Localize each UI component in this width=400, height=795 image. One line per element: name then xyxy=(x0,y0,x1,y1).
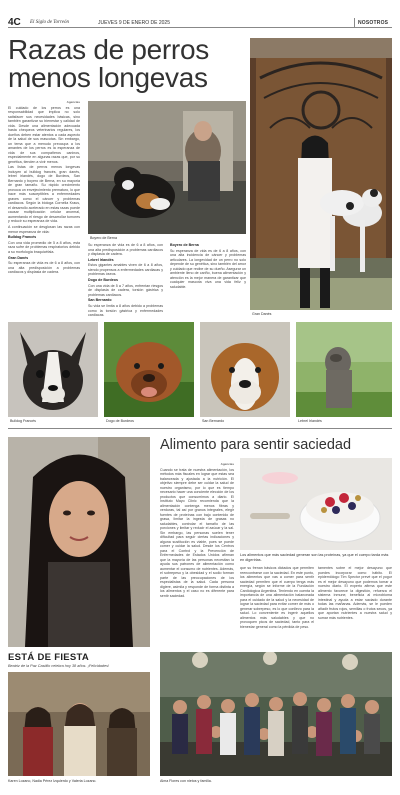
social-title: ESTÁ DE FIESTA xyxy=(8,652,90,663)
breed-text: Con una vida de 5 a 7 años, enfrentan riesgos de displasia de cadera, torsión gástrica y problemas cardiacos. xyxy=(88,283,163,297)
photo-group-women xyxy=(8,672,150,776)
caption-dogo: Dogo de Burdeos xyxy=(106,419,134,423)
breed-heading: Dogo de Burdeos xyxy=(88,278,118,283)
byline: Agencias xyxy=(220,462,234,466)
header-rule xyxy=(8,27,392,28)
breed-heading: Boyero de Berna xyxy=(170,243,199,247)
photo-yogurt-bowl xyxy=(240,458,392,550)
article-title xyxy=(8,36,248,92)
section-divider xyxy=(8,428,392,429)
title-line-1: Razas de perros xyxy=(8,34,209,65)
breed-heading: Gran Danés xyxy=(8,255,29,260)
article2-text-3: tamentes sobre el mejor desayuno que puedes incorporar como hábito. El epidemiólogo Tim Spector prevé que el yogur es el mejor desayuno que podemos tomar a nuestro diario. El experto afirma que este alimento favorece la digestión, refuerza el sistema inmune, beneficia al microbioma intestinal y ayuda a estar saciado durante todas las mañanas. Además, se le pueden añadir frutos rojos, semillas o frutos secos, ya que aportan nutrientes a nuestra salud y sumar más nutrientes. xyxy=(318,566,392,620)
article1-column-2 xyxy=(88,243,163,323)
breed-2-continued: Su esperanza de vida es de 6 a 8 años, con una alta predisposición a problemas cardiacos y displasia de cadera. xyxy=(88,243,163,256)
article2-column-3 xyxy=(318,566,392,648)
caption-group-women: Karen Lozano, Nadia Pérez Izquierdo y Valeria Lozano. xyxy=(8,779,97,783)
breed-heading: Bulldog Francés xyxy=(8,235,37,240)
photo-birthday-portrait xyxy=(8,437,150,647)
photo-san-bernardo xyxy=(200,322,290,417)
breed-heading: Lebrel Irlandés xyxy=(88,257,114,262)
photo-dogo-de-burdeos xyxy=(104,322,194,417)
caption-lebrel: Lebrel Irlandés xyxy=(298,419,322,423)
breed-text: Su esperanza de vida es de 6 a 8 años, con una alta incidencia de cáncer y problemas articulares. La longevidad de un perro no solo depende de su genética, sino también del amor y cuidado que recibe de su dueño. Asegurar un ambiente lleno de cariño, buena alimentación y atención es la mejor manera de garantizar que cualquier mascota viva una vida feliz y saludable. xyxy=(170,248,246,289)
social-subtitle: Beatriz de la Paz Castillo celebra hoy 38 años. ¡Felicidades! xyxy=(8,664,110,668)
photo-family xyxy=(160,652,392,776)
article2-column-2 xyxy=(240,566,314,648)
caption-san-bernardo: San Bernardo xyxy=(202,419,225,423)
paragraph-3: A continuación se desglosan las razas con menor esperanza de vida: xyxy=(8,225,80,234)
breed-heading: San Bernardo xyxy=(88,298,112,303)
section-name: NOSOTROS xyxy=(358,20,389,26)
article2-column-1 xyxy=(160,462,234,648)
page-number: 4C xyxy=(8,17,21,28)
photo-bulldog-frances xyxy=(8,322,98,417)
article1-column-3 xyxy=(170,243,246,323)
breed-text: Su vida se limita a 8 años debido a problemas como la torsión gástrica y enfermedades cardiacas. xyxy=(88,304,163,318)
paragraph-2: Las listas de perros menos longevas incluyen al bulldog francés, gran danés, lebrel irlandés, dogo de Burdeos, San Bernardo y boyero de Berna, en su mayoría de gran tamaño. Su rápido crecimiento provoca un envejecimiento prematuro, lo que hace más susceptibles a enfermedades graves como el cáncer y problemas cardiacos. Según la biologa Cornelia Kraus, el desarrollo acelerado en estas razas puede causar multiplicación celular anormal, aumentando el riesgo de desarrollar tumores y reducir su esperanza de vida. xyxy=(8,165,80,224)
photo-gran-danes xyxy=(250,38,392,310)
food-caption: Los alimentos que más saciedad generan son las proteínas, ya que el cuerpo tarda más en digerirlas. xyxy=(240,553,389,562)
intro-paragraph: El cuidado de los perros es una responsabilidad que implica no solo satisfacer sus necesidades básicas, sino también garantizar su bienestar y calidad de vida. Desde una alimentación adecuada hasta chequeos veterinarios regulares, los dueños deben estar atentos a cada aspecto de la salud de sus mascotas. Sin embargo, un tema que a menudo preocupa a los amantes de los perros es la esperanza de vida de sus compañeros caninos, especialmente en algunas razas que, por su genética, tienden a vivir menos. xyxy=(8,105,80,164)
article1-column-1 xyxy=(8,100,80,320)
article2-text-2: que su frenan básicos dictados que permiten reencontrarse con la saciedad. En este punto, los alimentos que vas a comer para sentir saciedad permiten que el cuerpo tenga más energía, según se informe de la Fundación Cardiologica Argentina. Teniendo en cuenta la importancia de una alimentación balanceada para el cuidado de la salud y la necesidad de lograr la saciedad para evitar comer de más o generar sobrepeso, es lo que conllevo para la salud. Lo conveniente es ingerir aquellos alimentos más saludables y que no provoquen picos de saciedad, tanto para el bienestar general como la pérdida de peso. xyxy=(240,566,314,629)
byline: Agencias xyxy=(66,100,80,104)
article2-title: Alimento para sentir saciedad xyxy=(160,437,352,453)
header-sep xyxy=(354,18,355,27)
breed-text: Con una vida promedio de 5 a 8 años, esta raza sufre de problemas respiratorios debido a su morfología braquicéfala. xyxy=(8,240,80,254)
caption-family: Alma Flores con nietos y familia. xyxy=(160,779,212,783)
breed-text: Estos gigantes amables viven de 6 a 8 años, siendo propensos a enfermedades cardiacas y problemas óseos. xyxy=(88,263,163,277)
paper-name: El Siglo de Torreón xyxy=(30,20,69,25)
caption-gran-danes: Gran Danés xyxy=(252,312,272,316)
title-line-2: menos longevas xyxy=(8,62,208,93)
photo-lebrel-irlandes xyxy=(296,322,392,417)
header-date: JUEVES 9 DE ENERO DE 2025 xyxy=(98,20,170,26)
caption-boyero: Boyero de Berna xyxy=(90,236,117,240)
breed-text: Su esperanza de vida es de 6 a 8 años, con una alta predisposición a problemas cardiacos y displasia de cadera. xyxy=(8,261,80,275)
article2-text-1: Cuando se trata de nuestra alimentación, los métodos más fiscales en lograr que estas sea balanceada y ajustada a la nutrición. El objetivo siempre debe ser cuidar la salud de nuestro organismo, por lo que es tiempo necesario hacer una conciente elección de los productos que consumimos a diario. El Instituto Mayo Clinic recomienda que la alimentación contenga menos fibras y verduras, tal así por granos integrales, elegir fuentes de proteínas con bajo contenido de grasa, limitar la ingesta de grasas no saludables, controlar el tamaño de las porciones y limitar y reducir el azúcar y la sal. Sin embargo, las personas suelen tener dificultad para seguir ciertas indicaciones y alguna sustitución es viable, pues se puede comer y cuidar la salud. Desde los Centros para el Control y la Prevención de Enfermedades de Estados Unidos afirman que la mayoría de las personas necesitan la ayuda sus patrones de alimentación como aumentar el consumo de nutrientes. Además, el sobrepeso y la obesidad y el sodio forman parte de las preocupaciones de los especialistas de la salud. Cada persona digiere, asimila y responde de forma distinta a los alimentos y el caso no es diferente para sentir saciedad. xyxy=(160,467,234,598)
photo-boyero-de-berna xyxy=(88,101,246,234)
caption-bulldog: Bulldog Francés xyxy=(10,419,36,423)
